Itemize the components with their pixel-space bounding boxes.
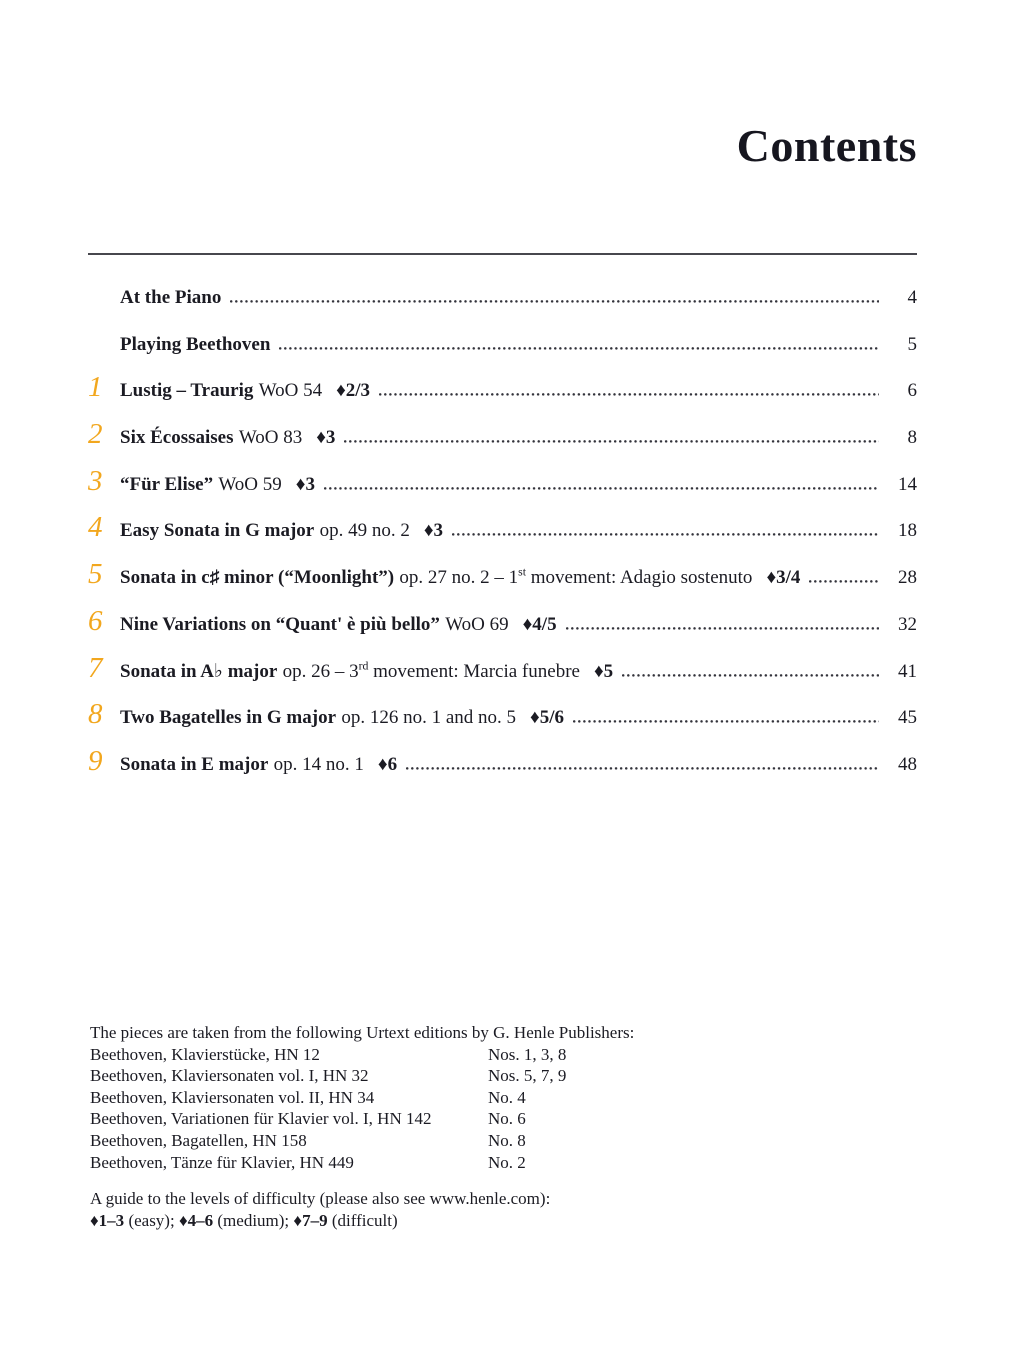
detail-text: WoO 59: [218, 473, 282, 495]
detail-text: op. 14 no. 1: [273, 753, 364, 775]
toc-item-title: Easy Sonata in G major: [120, 520, 315, 542]
dot-leader: [230, 300, 879, 303]
toc-row: [88, 287, 917, 334]
toc-item-number: 7: [88, 651, 103, 684]
detail-text: WoO 69: [445, 613, 509, 635]
dot-leader: [406, 767, 879, 770]
dot-leader: [573, 720, 879, 723]
difficulty-label: (easy);: [124, 1210, 179, 1230]
toc-item-page-number: 8: [907, 427, 917, 449]
toc-item-page-number: 32: [898, 613, 917, 635]
edition-name: Beethoven, Klaviersonaten vol. II, HN 34: [90, 1087, 375, 1107]
toc-item-title: Sonata in A♭ major: [120, 660, 278, 682]
toc-item-title: Sonata in E major: [120, 753, 269, 775]
toc-row: [88, 371, 917, 427]
toc-item-title: Playing Beethoven: [120, 333, 271, 355]
difficulty-guide: [90, 1188, 830, 1231]
detail-text: op. 126 no. 1 and no. 5: [341, 707, 517, 729]
toc-item-detail: [341, 707, 516, 729]
edition-piece-numbers: No. 8: [488, 1130, 526, 1150]
edition-name: Beethoven, Tänze für Klavier, HN 449: [90, 1152, 354, 1172]
toc-item-number: 5: [88, 558, 103, 591]
toc-item-page-number: 5: [907, 333, 917, 355]
dot-leader: [279, 347, 879, 350]
edition-name: Beethoven, Klaviersonaten vol. I, HN 32: [90, 1066, 369, 1086]
sources-block: [90, 1022, 830, 1173]
toc-item-difficulty-level: ♦3: [316, 427, 336, 449]
table-of-contents: [88, 287, 917, 801]
toc-item-page-number: 4: [907, 287, 917, 308]
toc-row: [88, 651, 917, 708]
horizontal-rule: [88, 253, 917, 255]
edition-row: [90, 1087, 830, 1109]
toc-item-number: 6: [88, 604, 103, 637]
toc-item-detail: [283, 661, 580, 683]
toc-item-detail: [218, 474, 281, 496]
toc-row: [88, 418, 917, 474]
ordinal-superscript: rd: [358, 659, 369, 673]
edition-name: Beethoven, Variationen für Klavier vol. I, HN 142: [90, 1109, 432, 1129]
toc-item-difficulty-level: ♦4/5: [522, 613, 557, 635]
toc-item-title: “Für Elise”: [120, 473, 214, 495]
dot-leader: [344, 440, 879, 443]
toc-item-detail: [399, 567, 752, 589]
toc-item-difficulty-level: ♦3/4: [766, 567, 801, 589]
edition-piece-numbers: Nos. 5, 7, 9: [488, 1066, 567, 1086]
dot-leader: [324, 487, 879, 490]
toc-row: [88, 744, 917, 801]
edition-piece-numbers: Nos. 1, 3, 8: [488, 1044, 567, 1064]
toc-item-detail: [239, 427, 302, 449]
toc-item-number: 2: [88, 418, 103, 451]
detail-text: movement: Adagio sostenuto: [526, 567, 753, 589]
toc-item-detail: [445, 614, 508, 636]
toc-item-difficulty-level: ♦5/6: [530, 707, 564, 729]
page-title: Contents: [736, 120, 917, 171]
toc-row: [88, 698, 917, 754]
toc-row: [88, 464, 917, 521]
detail-text: op. 49 no. 2: [319, 520, 410, 542]
toc-item-title: Nine Variations on “Quant' è più bello”: [120, 613, 440, 635]
edition-piece-numbers: No. 2: [488, 1152, 526, 1172]
toc-item-difficulty-level: ♦5: [593, 660, 614, 682]
toc-item-detail: [259, 380, 322, 402]
toc-item-title: Two Bagatelles in G major: [120, 707, 337, 729]
toc-item-difficulty-level: ♦3: [423, 520, 444, 542]
edition-row: [90, 1044, 830, 1066]
toc-item-difficulty-level: ♦3: [295, 473, 315, 495]
editions-list: [90, 1044, 830, 1174]
toc-item-detail: [320, 520, 410, 542]
dot-leader: [379, 393, 879, 396]
toc-item-detail: [274, 754, 364, 776]
toc-item-difficulty-level: ♦6: [377, 753, 398, 775]
toc-item-page-number: 41: [898, 660, 917, 682]
toc-item-number: 4: [88, 511, 103, 544]
toc-item-title: At the Piano: [120, 287, 222, 308]
difficulty-intro: A guide to the levels of difficulty (please also see www.henle.com):: [90, 1189, 551, 1208]
detail-text: movement: Marcia funebre: [368, 660, 580, 682]
dot-leader: [566, 627, 879, 630]
detail-text: op. 27 no. 2 – 1: [399, 567, 519, 589]
toc-item-number: 3: [88, 464, 103, 497]
toc-item-number: 1: [88, 371, 103, 404]
toc-item-page-number: 48: [898, 753, 917, 775]
edition-name: Beethoven, Bagatellen, HN 158: [90, 1130, 307, 1150]
toc-item-page-number: 6: [907, 380, 917, 402]
edition-piece-numbers: No. 6: [488, 1109, 526, 1129]
toc-item-number: 9: [88, 744, 103, 777]
edition-row: [90, 1108, 830, 1130]
difficulty-range: ♦7–9: [293, 1210, 328, 1230]
toc-item-number: 8: [88, 698, 103, 731]
difficulty-range: ♦1–3: [90, 1210, 125, 1230]
detail-text: WoO 54: [258, 380, 323, 402]
dot-leader: [452, 533, 879, 536]
dot-leader: [809, 580, 879, 583]
sources-note: The pieces are taken from the following Urtext editions by G. Henle Publishers:: [90, 1023, 635, 1042]
toc-item-title: Lustig – Traurig: [120, 380, 254, 402]
toc-row: [88, 558, 917, 614]
difficulty-range: ♦4–6: [178, 1210, 214, 1230]
dot-leader: [622, 674, 879, 677]
edition-row: [90, 1152, 830, 1174]
toc-row: [88, 604, 917, 661]
difficulty-label: (medium);: [213, 1210, 294, 1230]
toc-row: [88, 511, 917, 567]
edition-row: [90, 1065, 830, 1087]
toc-item-page-number: 45: [898, 707, 917, 729]
edition-name: Beethoven, Klavierstücke, HN 12: [90, 1044, 320, 1064]
difficulty-label: (difficult): [327, 1210, 398, 1230]
toc-item-title: Six Écossaises: [120, 427, 234, 449]
toc-item-page-number: 18: [898, 520, 917, 542]
edition-row: [90, 1130, 830, 1152]
toc-item-difficulty-level: ♦2/3: [336, 380, 371, 402]
edition-piece-numbers: No. 4: [488, 1087, 526, 1107]
detail-text: WoO 83: [238, 427, 303, 449]
toc-row: [88, 334, 917, 381]
ordinal-superscript: st: [518, 565, 527, 579]
detail-text: op. 26 – 3: [282, 660, 359, 682]
toc-item-title: Sonata in c♯ minor (“Moonlight”): [120, 567, 395, 589]
toc-item-page-number: 14: [898, 473, 917, 495]
difficulty-levels-line: [90, 1210, 830, 1232]
toc-item-page-number: 28: [898, 567, 917, 589]
